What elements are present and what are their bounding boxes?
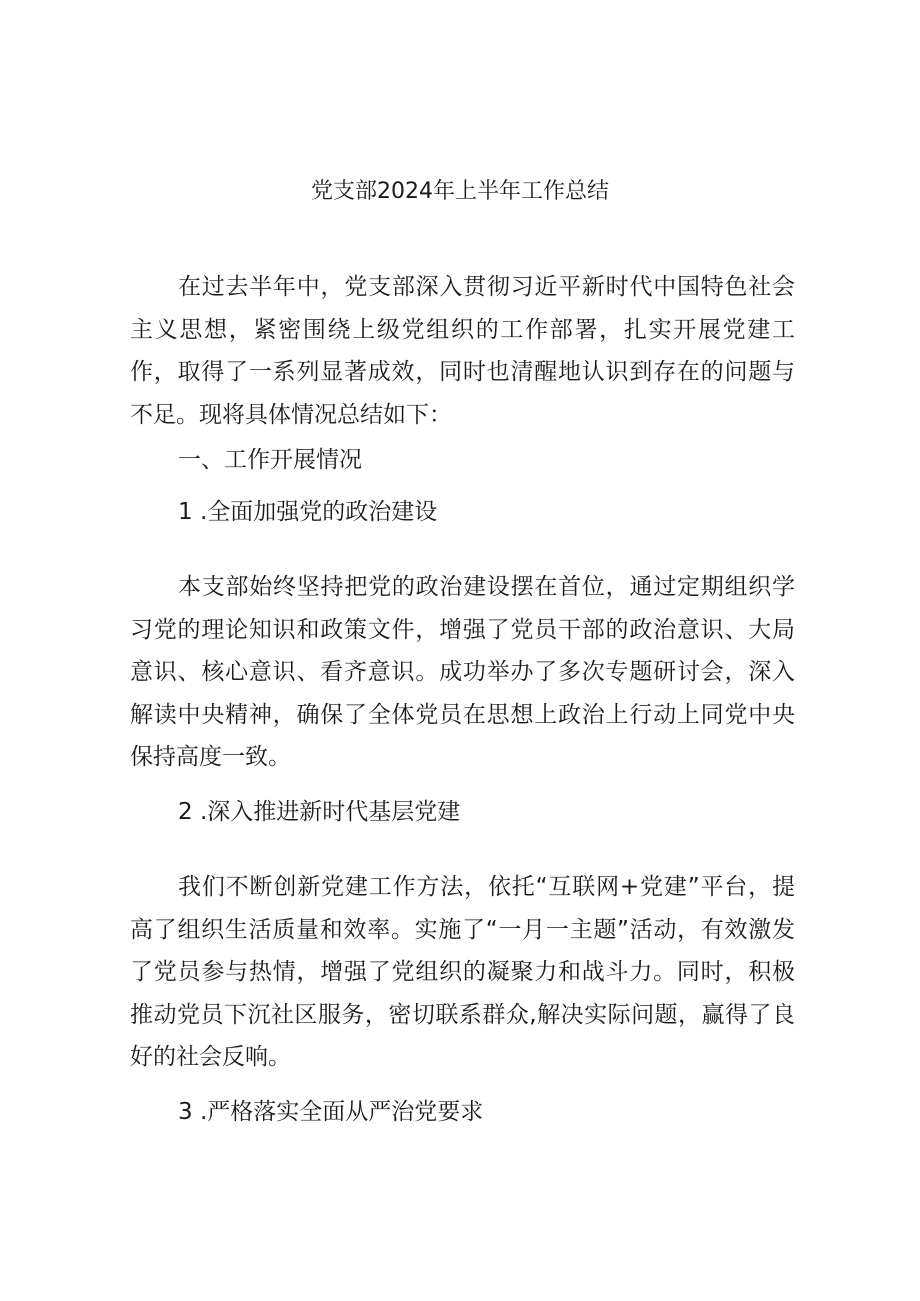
document-title: 党支部2024年上半年工作总结	[311, 179, 609, 204]
section-heading-work-progress: 一、工作开展情况	[178, 447, 362, 473]
item-heading-1: 1 .全面加强党的政治建设	[178, 499, 438, 525]
item-body-2: 我们不断创新党建工作方法，依托“互联网+党建”平台，提高了组织生活质量和效率。实施了“一月一主题”活动，有效激发了党员参与热情，增强了党组织的凝聚力和战斗力。同时，积极推动党员下沉社区服务，密切联系群众,解决实际问题，赢得了良好的社会反响。	[130, 874, 795, 1070]
item-heading-3: 3 .严格落实全面从严治党要求	[178, 1099, 484, 1125]
item-heading-2: 2 .深入推进新时代基层党建	[178, 799, 461, 825]
intro-paragraph: 在过去半年中，党支部深入贯彻习近平新时代中国特色社会主义思想，紧密围绕上级党组织的工作部署，扎实开展党建工作，取得了一系列显著成效，同时也清醒地认识到存在的问题与不足。现将具体情况总结如下：	[130, 274, 795, 428]
item-body-1: 本支部始终坚持把党的政治建设摆在首位，通过定期组织学习党的理论知识和政策文件，增强了党员干部的政治意识、大局意识、核心意识、看齐意识。成功举办了多次专题研讨会，深入解读中央精神，确保了全体党员在思想上政治上行动上同党中央保持高度一致。	[130, 574, 795, 770]
